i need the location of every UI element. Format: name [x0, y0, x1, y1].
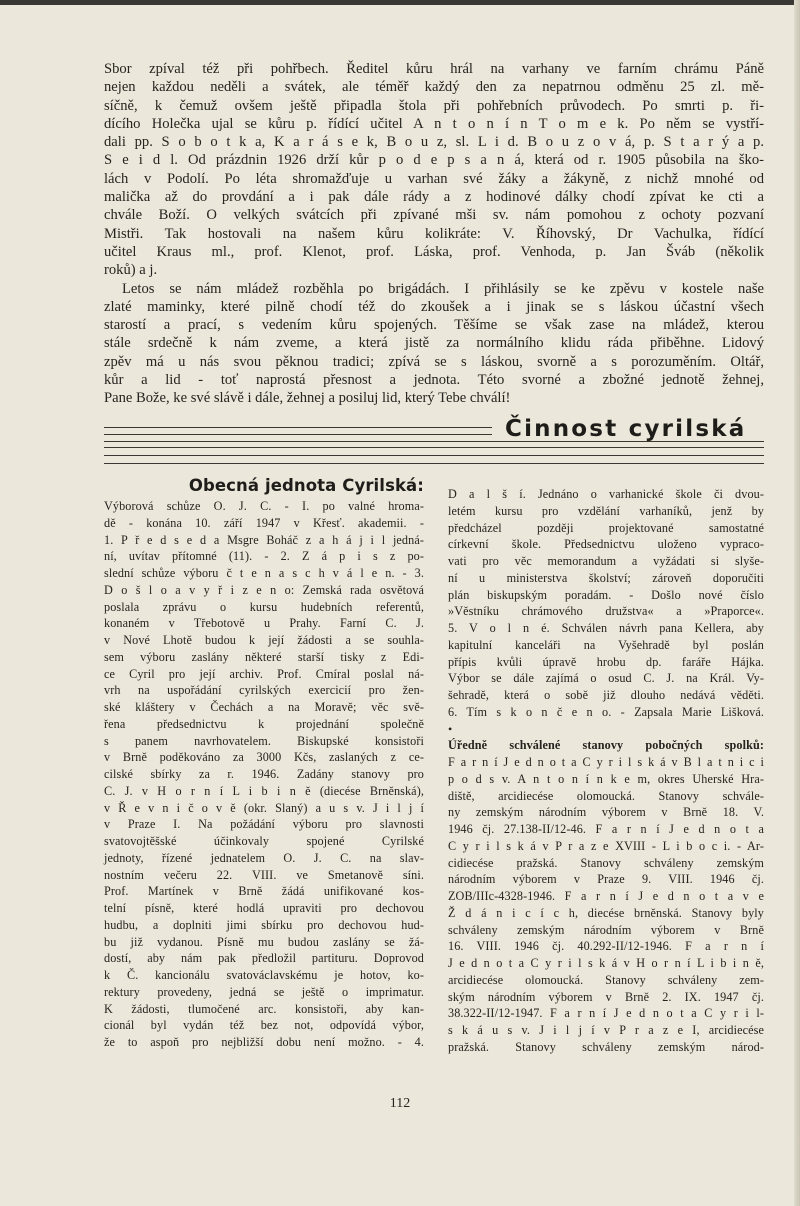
text-line: kůr a lid - toť naprostá přesnost a jednota. Této svorné a zbožné jednotě žehnej,: [104, 372, 764, 389]
text-line: telní písně, které hodlá upraviti pro dechovou: [104, 901, 424, 915]
text-line: Výborová schůze O. J. C. - I. po valné hroma-: [104, 499, 424, 513]
column-heading: Obecná jednota Cyrilská:: [188, 476, 424, 495]
text-line: Ž d á n i c í c h, diecése brněnská. Stanovy byly: [448, 905, 764, 920]
text-line: k Č. kancionálu svatováclavskému je hotov, ko-: [104, 968, 424, 982]
bullet-mark: •: [448, 721, 453, 736]
text-line: schváleny zemským národním výborem v Brně: [448, 922, 764, 937]
text-line: ZOB/IIIc-4328-1946. F a r n í J e d n o t a v e: [448, 889, 764, 903]
text-line: Sbor zpíval též při pohřbech. Ředitel kůru hrál na varhany ve farním chrámu Páně: [104, 61, 764, 77]
section-rule: [104, 427, 492, 428]
text-line: K žádosti, tlumočené arc. konsistoři, aby kan-: [104, 1001, 424, 1016]
text-line: dostí, aby nám pak předložil partituru. Doprovod: [104, 951, 424, 966]
text-line: sem výboru zaslány některé starší tisky z Edi-: [104, 649, 424, 664]
text-line: ským národním výborem v Brně 2. IX. 1947 čj.: [448, 989, 764, 1004]
text-line: přípis kvůli úpravě hrobu dp. faráře Hájka.: [448, 654, 764, 669]
text-line: C. J. v H o r n í L i b i n ě (diecése Brněnská),: [104, 783, 424, 798]
text-line: dě - konána 10. září 1947 v Křesť. akademii. -: [104, 515, 424, 530]
text-line: malička až do provdání a i pak dále rády a z hodinové dálky chodí zpívat ke cti a: [104, 189, 764, 206]
text-line: ní, uvítav přítomné (11). - 2. Z á p i s z po-: [104, 549, 424, 564]
text-line: Pane Bože, ke své slávě i dále, žehnej a posiluj lid, který Tebe chválí!: [104, 390, 511, 407]
text-line: 1. P ř e d s e d a Msgre Boháč z a h á j i l jedná-: [104, 532, 424, 547]
text-line: C y r i l s k á v P r a z e XVIII - L i b o c i. - Ar-: [448, 838, 764, 853]
text-line: cidiecése pražská. Stanovy schváleny zemským: [448, 855, 764, 870]
page-number: 112: [389, 1096, 411, 1111]
text-line: cilské sbírky za r. 1946. Zadány stanovy pro: [104, 767, 424, 781]
text-line: předcházel později projektované samostatné: [448, 520, 764, 535]
text-line: zpěv má u nás svou pěknou tradici; zpívá se s láskou, svorně a s porozuměním. Oltář,: [104, 353, 764, 370]
text-line: s k á u s v. J i l j í v P r a z e I, arcidiecése: [448, 1023, 764, 1037]
text-line: v Brně poděkováno za 3000 Kčs, zaslaných z ce-: [104, 750, 424, 765]
text-line: F a r n í J e d n o t a C y r i l s k á v B l a t n i c i: [448, 755, 764, 769]
text-line: lách v Podolí. Po léta shromažďuje u varhan své žáky a žákyně, z nichž mnohé od: [104, 170, 764, 187]
text-line: chvále Boží. O velkých svátcích při zpívané mši sv. nám pomohou z ochoty pozvaní: [104, 207, 764, 224]
text-line: pražská. Stanovy schváleny zemským národ-: [448, 1039, 764, 1054]
scan-top-border: [0, 0, 800, 5]
text-line: v Praze I. Na požádání výboru pro slavnosti: [104, 817, 424, 832]
text-line: šehradě, která o sobě již dlouho nedává věděti.: [448, 688, 764, 702]
text-line: v Ř e v n i č o v ě (okr. Slaný) a u s v. J i l j í: [104, 800, 424, 815]
text-line: řena předsednictvu k projednání společně: [104, 716, 424, 731]
text-line: vrh na uspořádání cyrilských exercicií pro žen-: [104, 683, 424, 698]
text-line: nostním večeru 22. VIII. ve Smetanově síni.: [104, 867, 424, 882]
text-line: D a l š í. Jednáno o varhanické škole či dvou-: [448, 487, 764, 501]
text-line: Mistři. Tak hostovali na našem kůru kolikráte: V. Říhovský, Dr Vachulka, řídící: [104, 225, 764, 242]
text-line: Prof. Martínek v Brně žádá unifikované kos-: [104, 884, 424, 899]
text-line: učitel Kraus ml., prof. Klenot, prof. Láska, prof. Venhoda, p. Jan Šváb (několik: [104, 243, 764, 260]
section-title: Činnost cyrilská: [505, 416, 747, 442]
text-line: nejen každou neděli a svátek, ale téměř každý den za nepatrnou odměnu 25 zl. mě-: [104, 79, 764, 96]
text-line: plán biskupským poradám. - Došlo nové číslo: [448, 587, 764, 602]
text-line: církevní škole. Předsednictvu uloženo vypraco-: [448, 537, 764, 552]
text-line: roků) a j.: [104, 262, 158, 279]
top-text-block: [104, 60, 764, 408]
text-line: dali pp. S o b o t k a, K a r á s e k, B o u z, sl. L i d. B o u z o v á, p. S t a r ý a p.: [104, 134, 764, 151]
text-line: hudbu, a doplniti jimi sbírku pro dechovou hud-: [104, 917, 424, 932]
text-line: starostí a prací, s vedením kůru spojených. Těšíme se však zase na mládež, kterou: [104, 317, 764, 334]
text-line: cionál byl vydán též bez not, odpovídá výbor,: [104, 1018, 424, 1033]
text-line: vati pro věc memorandum a vyžádati si slyše-: [448, 554, 764, 568]
text-line: Letos se nám mládež rozběhla po brigádách. I přihlásily se ke zpěvu v kostele naše: [122, 280, 764, 297]
text-line: arcidiecése olomoucká. Stanovy schváleny zem-: [448, 972, 764, 987]
text-line: svatovojtěšské účinkovaly spojené Cyrilské: [104, 834, 424, 848]
scan-right-edge: [794, 0, 800, 1206]
text-line: poslala zprávu o kursu hudebních referentů,: [104, 599, 424, 614]
right-column: [448, 474, 764, 1056]
left-column: [104, 474, 424, 1051]
text-line: slední schůze výboru č t e n a s c h v á l e n. - 3.: [104, 566, 424, 580]
text-line: jednoty, řízené jednatelem O. J. C. na slav-: [104, 850, 424, 865]
text-line: síčně, k čemuž ovšem ještě připadla štola při pohřebních průvodech. Po smrti p. ři-: [104, 97, 764, 114]
text-line: Úředně schválené stanovy pobočných spolků:: [448, 738, 764, 753]
text-line: 6. Tím s k o n č e n o. - Zapsala Marie Lišková.: [448, 704, 764, 719]
section-rule: [104, 455, 764, 456]
text-line: národním výborem v Praze 9. VIII. 1946 čj.: [448, 872, 764, 887]
text-line: ské kláštery v Čechách a na Moravě; věc svě-: [104, 700, 424, 714]
text-line: diště, arcidiecése olomoucká. Stanovy schvále-: [448, 788, 764, 803]
text-line: 1946 čj. 27.138-II/12-46. F a r n í J e d n o t a: [448, 822, 764, 836]
text-line: dícího Holečka ujal se kůru p. řídící učitel A n t o n í n T o m e k. Po něm se vystří-: [104, 115, 764, 132]
text-line: 16. VIII. 1946 čj. 40.292-II/12-1946. F a r n í: [448, 939, 764, 954]
text-line: kapitulní kanceláři na Vyšehradě byl poslán: [448, 637, 764, 652]
text-line: zlaté maminky, které pilně chodí též do zkoušek a i jinak se s láskou účastní všech: [104, 298, 764, 315]
text-line: konaném v Třebotově u Prahy. Farní C. J.: [104, 616, 424, 631]
text-line: ce Cyril pro její archiv. Prof. Cmíral poslal ná-: [104, 666, 424, 681]
text-line: ní u ministerstva školství; zároveň doporučiti: [448, 570, 764, 585]
text-line: bu již vydanou. Písně mu budou zaslány se žá-: [104, 934, 424, 949]
text-line: J e d n o t a C y r i l s k á v H o r n í L i b i n ě,: [448, 956, 764, 970]
text-line: rektury provedeny, jedná se ještě o imprimatur.: [104, 984, 424, 999]
text-line: že to aspoň pro nejbližší dobu není možno. - 4.: [104, 1035, 424, 1049]
text-line: 38.322-II/12-1947. F a r n í J e d n o t a C y r i l-: [448, 1006, 764, 1021]
text-line: p o d s v. A n t o n í n k e m, okres Uherské Hra-: [448, 771, 764, 786]
text-line: ny zemským národním výborem v Brně 18. V.: [448, 805, 764, 820]
text-line: Výbor se dále zajímá o osud C. J. na Král. Vy-: [448, 671, 764, 686]
text-line: v Nové Lhotě budou k její žádosti a se souhla-: [104, 633, 424, 647]
text-line: letém kursu pro vzdělání varhaníků, jenž by: [448, 503, 764, 518]
text-line: S e i d l. Od prázdnin 1926 drží kůr p o d e p s a n á, která od r. 1905 působila na ško-: [104, 152, 764, 169]
text-line: »Věstníku chrámového družstva« a »Praporce«.: [448, 604, 764, 619]
section-rule: [104, 447, 764, 448]
section-rule: [104, 434, 492, 435]
text-line: 5. V o l n é. Schválen návrh pana Kellera, aby: [448, 621, 764, 635]
section-rule: [104, 463, 764, 464]
text-line: stále srdečně k nám zveme, a která jistě za normálního klidu ráda přiběhne. Lidový: [104, 335, 764, 352]
text-line: s panem navrhovatelem. Biskupské konsistoři: [104, 733, 424, 748]
text-line: D o š l o a v y ř i z e n o: Zemská rada osvětová: [104, 582, 424, 597]
